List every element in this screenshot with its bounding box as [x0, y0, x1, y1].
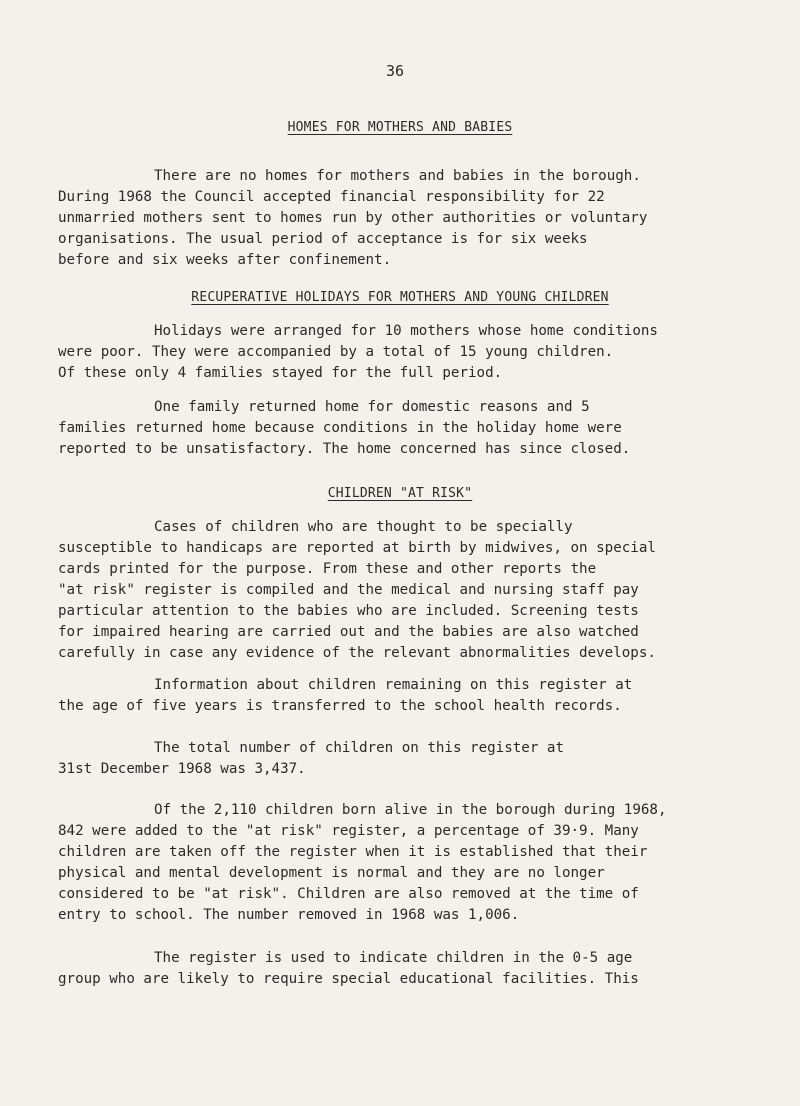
text-line: considered to be "at risk". Children are also removed at the time of: [58, 886, 639, 902]
text-line: families returned home because conditions in the holiday home were: [58, 420, 622, 436]
text-line: Of these only 4 families stayed for the full period.: [58, 365, 503, 381]
text-line: Of the 2,110 children born alive in the borough during 1968,: [154, 802, 667, 818]
text-line: physical and mental development is normal and they are no longer: [58, 865, 605, 881]
text-line: for impaired hearing are carried out and the babies are also watched: [58, 624, 639, 640]
paragraph: [58, 800, 770, 926]
paragraph: [58, 166, 770, 271]
text-line: organisations. The usual period of acceptance is for six weeks: [58, 231, 588, 247]
text-line: children are taken off the register when it is established that their: [58, 844, 648, 860]
text-line: There are no homes for mothers and babies in the borough.: [154, 168, 641, 184]
text-line: reported to be unsatisfactory. The home concerned has since closed.: [58, 441, 631, 457]
text-line: entry to school. The number removed in 1968 was 1,006.: [58, 907, 520, 923]
text-line: particular attention to the babies who are included. Screening tests: [58, 603, 639, 619]
paragraph: [58, 321, 770, 384]
text-line: "at risk" register is compiled and the medical and nursing staff pay: [58, 582, 639, 598]
text-line: 842 were added to the "at risk" register, a percentage of 39·9. Many: [58, 823, 639, 839]
text-line: 31st December 1968 was 3,437.: [58, 761, 306, 777]
paragraph: [58, 397, 770, 460]
paragraph: [58, 517, 770, 664]
section-heading-children-at-risk: CHILDREN "AT RISK": [327, 486, 473, 501]
text-line: group who are likely to require special educational facilities. This: [58, 971, 639, 987]
text-line: the age of five years is transferred to the school health records.: [58, 698, 622, 714]
page-number: 36: [385, 62, 405, 80]
text-line: The total number of children on this register at: [154, 740, 564, 756]
paragraph: [58, 948, 770, 990]
text-line: One family returned home for domestic reasons and 5: [154, 399, 590, 415]
section-heading-recuperative-holidays: RECUPERATIVE HOLIDAYS FOR MOTHERS AND YOUNG CHILDREN: [191, 290, 609, 305]
text-line: During 1968 the Council accepted financial responsibility for 22: [58, 189, 605, 205]
section-heading-homes: HOMES FOR MOTHERS AND BABIES: [287, 120, 513, 135]
text-line: Holidays were arranged for 10 mothers whose home conditions: [154, 323, 658, 339]
text-line: Information about children remaining on this register at: [154, 677, 633, 693]
text-line: carefully in case any evidence of the relevant abnormalities develops.: [58, 645, 656, 661]
paragraph: [58, 675, 770, 717]
text-line: were poor. They were accompanied by a total of 15 young children.: [58, 344, 614, 360]
text-line: cards printed for the purpose. From these and other reports the: [58, 561, 597, 577]
text-line: before and six weeks after confinement.: [58, 252, 392, 268]
text-line: unmarried mothers sent to homes run by other authorities or voluntary: [58, 210, 648, 226]
paragraph: [58, 738, 770, 780]
text-line: susceptible to handicaps are reported at birth by midwives, on special: [58, 540, 656, 556]
text-line: Cases of children who are thought to be specially: [154, 519, 573, 535]
text-line: The register is used to indicate children in the 0-5 age: [154, 950, 633, 966]
